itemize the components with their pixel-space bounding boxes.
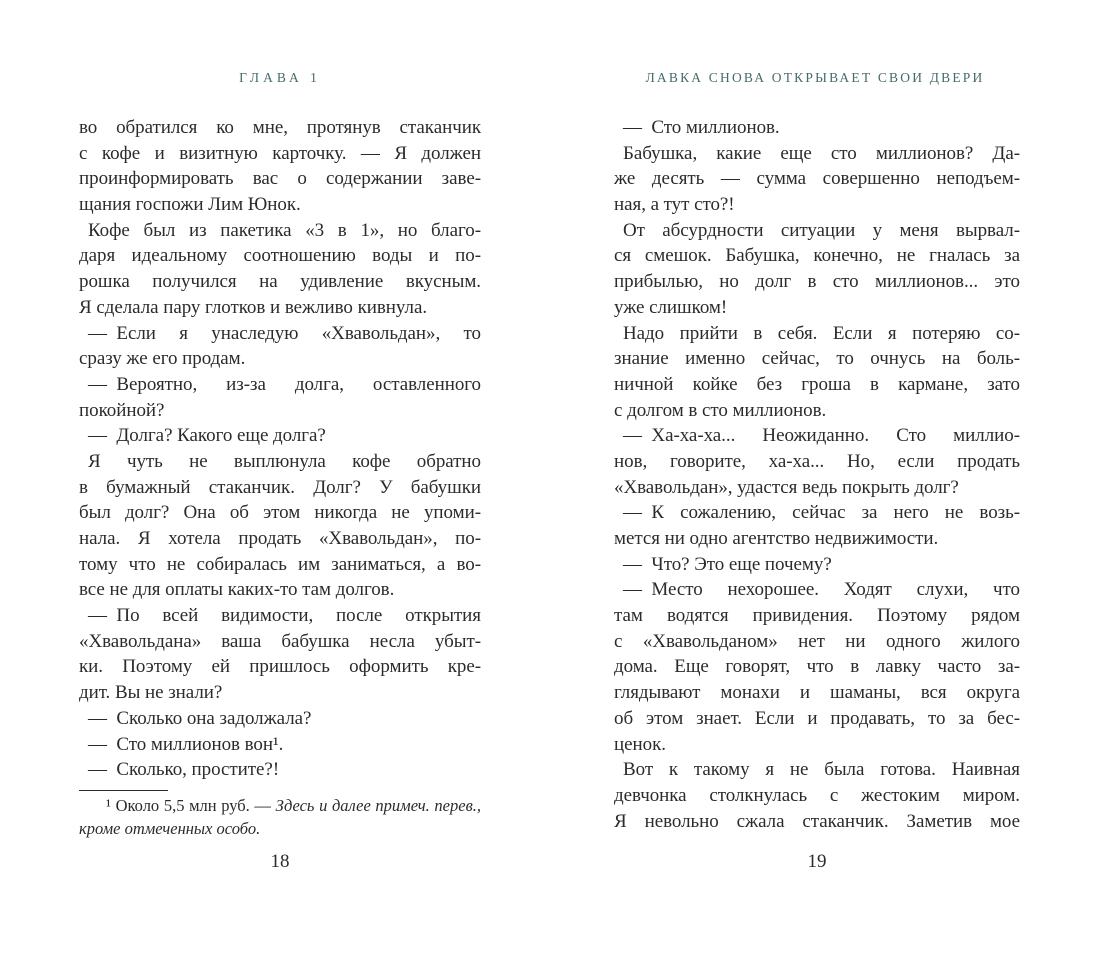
text-line: об этом знает. Если и продавать, то за бес- (614, 707, 1020, 729)
text-line: щания госпожи Лим Юнок. (79, 194, 301, 216)
text-line: тому что не собиралась им заниматься, а во- (79, 553, 481, 575)
text-line: же десять — сумма совершенно неподъем- (614, 168, 1020, 190)
text-line: там водятся привидения. Поэтому рядом (614, 605, 1020, 627)
text-line: — Сто миллионов. (623, 117, 780, 138)
text-line: знание именно сейчас, то очнусь на боль- (614, 348, 1020, 370)
text-line: проинформировать вас о содержании заве- (79, 168, 481, 190)
text-line: Я невольно сжала стаканчик. Заметив мое (614, 810, 1020, 832)
text-line: — К сожалению, сейчас за него не возь- (623, 502, 1020, 524)
title-running-head: ЛАВКА СНОВА ОТКРЫВАЕТ СВОИ ДВЕРИ (645, 70, 985, 85)
text-line: с долгом в сто миллионов. (614, 399, 827, 421)
footnote-rule (79, 790, 168, 791)
text-line: Вот к такому я не была готова. Наивная (623, 759, 1020, 781)
right-page-number: 19 (807, 851, 827, 872)
footnote-line (79, 818, 481, 841)
text-line: рошка получился на удивление вкусным. (79, 271, 481, 293)
text-line: сразу же его продам. (79, 348, 246, 370)
text-line: Я сделала пару глотков и вежливо кивнула. (79, 296, 428, 318)
text-line: — Что? Это еще почему? (623, 553, 832, 575)
text-line: — Сколько, простите?! (88, 759, 280, 781)
text-line: уже слишком! (614, 296, 728, 318)
text-line: с кофе и визитную карточку. — Я должен (79, 142, 481, 164)
text-line: все не для оплаты каких-то там долгов. (79, 579, 395, 601)
text-line: дит. Вы не знали? (79, 682, 223, 704)
text-line: «Хвавольдана» ваша бабушка несла убыт- (79, 630, 481, 652)
text-line: во обратился ко мне, протянув стаканчик (79, 117, 481, 138)
text-line: — Сто миллионов вон¹. (88, 733, 284, 755)
text-line: был долг? Она об этом никогда не упоми- (79, 502, 481, 524)
footnote-text: Здесь и далее примеч. перев., (275, 796, 481, 815)
text-line: ся смешок. Бабушка, конечно, не гналась за (614, 245, 1020, 267)
text-line: — Ха-ха-ха... Неожиданно. Сто миллио- (623, 425, 1020, 447)
text-line: с «Хвавольданом» нет ни одного жилого (614, 630, 1020, 652)
chapter-running-head: ГЛАВА 1 (239, 70, 321, 85)
right-page-text (614, 115, 1020, 834)
text-line: ничной койке без гроша в кармане, зато (614, 373, 1020, 395)
left-page-text (79, 115, 481, 783)
text-line: — Долга? Какого еще долга? (88, 425, 326, 447)
text-line: прибылью, но долг в сто миллионов... это (614, 271, 1020, 293)
text-line: ная, а тут сто?! (614, 194, 735, 216)
text-line: нала. Я хотела продать «Хвавольдан», по- (79, 528, 481, 549)
text-line: — По всей видимости, после открытия (88, 605, 481, 627)
footnote-text: ¹ Около 5,5 млн руб. — (106, 796, 276, 815)
text-line: даря идеальному соотношению воды и по- (79, 245, 481, 267)
text-line: — Сколько она задолжала? (88, 707, 312, 729)
text-line: — Место нехорошее. Ходят слухи, что (623, 579, 1020, 601)
text-line: Я чуть не выплюнула кофе обратно (88, 450, 481, 472)
text-line: ценок. (614, 733, 666, 755)
text-line: в бумажный стаканчик. Долг? У бабушки (79, 476, 481, 498)
footnote-line (79, 795, 481, 818)
text-line: ки. Поэтому ей пришлось оформить кре- (79, 656, 481, 678)
text-line: мется ни одно агентство недвижимости. (614, 528, 939, 549)
text-line: От абсурдности ситуации у меня вырвал- (623, 219, 1020, 241)
text-line: «Хвавольдан», удастся ведь покрыть долг? (614, 476, 959, 498)
text-line: Кофе был из пакетика «3 в 1», но благо- (88, 219, 481, 241)
left-page-number: 18 (270, 851, 290, 872)
text-line: Бабушка, какие еще сто миллионов? Да- (623, 142, 1020, 164)
text-line: — Вероятно, из-за долга, оставленного (88, 373, 481, 395)
text-line: дома. Еще говорят, что в лавку часто за- (614, 656, 1020, 678)
footnote-text: кроме отмеченных особо. (79, 818, 261, 838)
text-line: — Если я унаследую «Хвавольдан», то (88, 322, 481, 344)
text-line: девчонка столкнулась с жестоким миром. (614, 784, 1020, 806)
text-line: покойной? (79, 399, 165, 421)
text-line: глядывают монахи и шаманы, вся округа (614, 682, 1020, 704)
text-line: Надо прийти в себя. Если я потеряю со- (623, 322, 1020, 344)
text-line: нов, говорите, ха-ха... Но, если продать (614, 450, 1020, 472)
footnote (79, 795, 481, 840)
